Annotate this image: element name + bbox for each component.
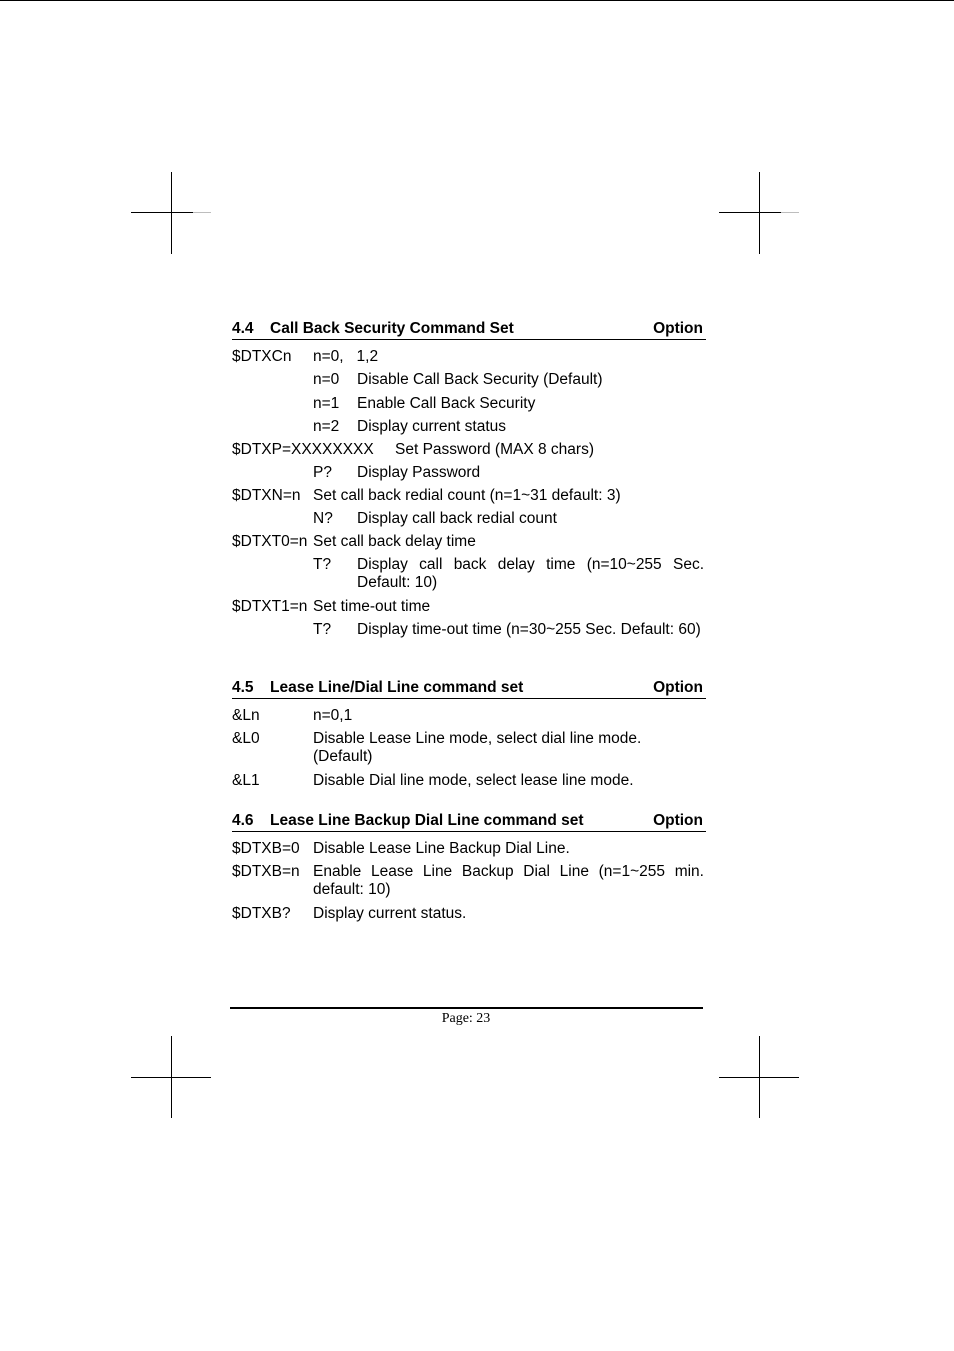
command-description: Disable Lease Line Backup Dial Line. [313, 840, 570, 857]
command-dtxcn: $DTXCn [232, 348, 292, 365]
command-l1: &L1 [232, 772, 260, 789]
command-description: Disable Dial line mode, select lease line mode. [313, 772, 634, 789]
command-description: Set call back redial count (n=1~31 default: 3) [313, 487, 621, 504]
parameter-label: n=0 [313, 371, 340, 388]
command-dtxb0: $DTXB=0 [232, 840, 300, 857]
command-description: Set call back delay time [313, 533, 476, 550]
section-number: 4.6 [232, 812, 254, 829]
parameter-description: Display call back delay time (n=10~255 Sec. Default: 10) [357, 556, 704, 591]
parameter-description: Display Password [357, 464, 481, 481]
command-description: n=0,1 [313, 707, 353, 724]
section-number: 4.5 [232, 679, 254, 696]
section-heading-4-6 [232, 812, 706, 832]
parameter-label: T? [313, 621, 332, 638]
command-dtxn: $DTXN=n [232, 487, 301, 504]
parameter-description: Display current status [357, 418, 507, 435]
crop-mark-bottom-left-horizontal [131, 1077, 211, 1078]
parameter-label: T? [313, 556, 332, 573]
page-number: Page: 23 [441, 1011, 491, 1026]
command-dtxb-query: $DTXB? [232, 905, 291, 922]
parameter-description: Enable Call Back Security [357, 395, 536, 412]
crop-mark-top-right-horizontal [719, 212, 781, 213]
section-heading-4-4 [232, 320, 706, 340]
page-top-rule [0, 0, 954, 1]
command-dtxp: $DTXP=XXXXXXXX [232, 441, 374, 458]
crop-mark-top-left-horizontal [131, 212, 193, 213]
command-dtxt1: $DTXT1=n [232, 598, 308, 615]
command-l0: &L0 [232, 730, 260, 747]
command-description: Set Password (MAX 8 chars) [395, 441, 594, 458]
parameter-label: n=2 [313, 418, 340, 435]
section-number: 4.4 [232, 320, 254, 337]
parameter-label: N? [313, 510, 333, 527]
parameter-label: n=1 [313, 395, 340, 412]
command-description: Set time-out time [313, 598, 431, 615]
crop-mark-top-right-vertical [759, 172, 760, 254]
crop-mark-top-left-vertical [171, 172, 172, 254]
command-dtxt0: $DTXT0=n [232, 533, 308, 550]
footer-rule [230, 1007, 703, 1009]
section-title: Lease Line/Dial Line command set [270, 679, 524, 696]
section-option-label: Option [653, 812, 703, 829]
command-description: Disable Lease Line mode, select dial line mode. (Default) [313, 730, 642, 765]
section-option-label: Option [653, 679, 703, 696]
crop-mark-bottom-right-horizontal [719, 1077, 799, 1078]
command-ln: &Ln [232, 707, 260, 724]
parameter-description: Disable Call Back Security (Default) [357, 371, 603, 388]
parameter-description: Display time-out time (n=30~255 Sec. Default: 60) [357, 621, 701, 638]
parameter-label: P? [313, 464, 332, 481]
section-heading-4-5 [232, 679, 706, 699]
command-dtxbn: $DTXB=n [232, 863, 300, 880]
section-title: Lease Line Backup Dial Line command set [270, 812, 584, 829]
parameter-description: Display call back redial count [357, 510, 557, 527]
crop-mark-top-left-horizontal-tail [193, 212, 211, 213]
command-description: n=0, 1,2 [313, 348, 379, 365]
crop-mark-top-right-horizontal-tail [781, 212, 799, 213]
command-description: Display current status. [313, 905, 467, 922]
section-title: Call Back Security Command Set [270, 320, 514, 337]
command-description: Enable Lease Line Backup Dial Line (n=1~255 min. default: 10) [313, 863, 704, 898]
section-option-label: Option [653, 320, 703, 337]
